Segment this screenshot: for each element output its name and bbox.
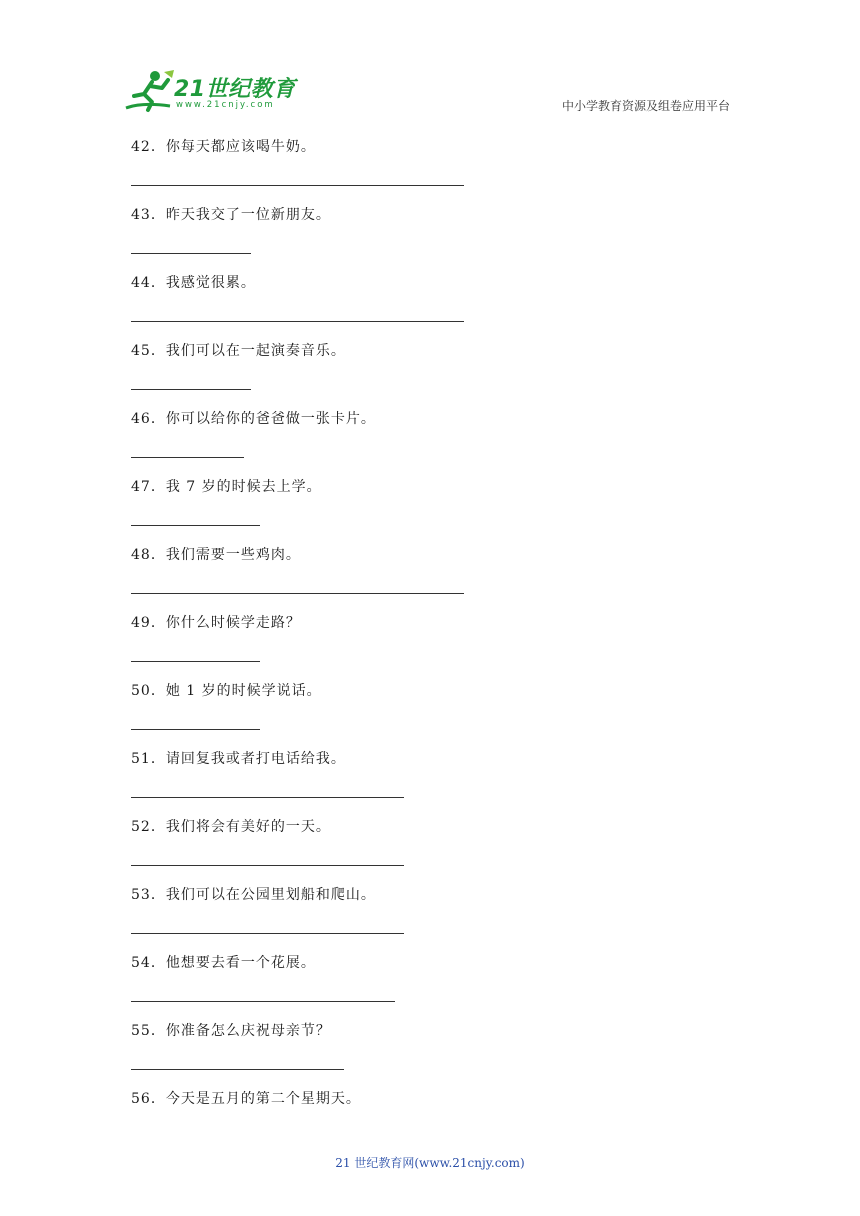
question-item xyxy=(131,750,731,818)
question-item xyxy=(131,614,731,682)
question-text: 44．我感觉很累。 xyxy=(131,275,256,291)
question-text: 46．你可以给你的爸爸做一张卡片。 xyxy=(131,411,376,427)
answer-line[interactable] xyxy=(131,729,260,730)
question-text: 42．你每天都应该喝牛奶。 xyxy=(131,139,316,155)
answer-line[interactable] xyxy=(131,797,404,798)
question-text: 50．她 1 岁的时候学说话。 xyxy=(131,683,322,699)
page-header xyxy=(0,0,860,130)
header-tagline: 中小学教育资源及组卷应用平台 xyxy=(561,99,730,113)
answer-line[interactable] xyxy=(131,525,260,526)
question-text: 49．你什么时候学走路？ xyxy=(131,615,301,631)
answer-line[interactable] xyxy=(131,1069,344,1070)
question-item xyxy=(131,342,731,410)
answer-line[interactable] xyxy=(131,933,404,934)
logo-text: 21世纪教育 xyxy=(174,77,296,102)
question-item xyxy=(131,274,731,342)
answer-line[interactable] xyxy=(131,865,404,866)
answer-line[interactable] xyxy=(131,1001,395,1002)
answer-line[interactable] xyxy=(131,593,464,594)
answer-line[interactable] xyxy=(131,661,260,662)
question-text: 56．今天是五月的第二个星期天。 xyxy=(131,1091,361,1107)
question-item xyxy=(131,478,731,546)
question-text: 48．我们需要一些鸡肉。 xyxy=(131,547,301,563)
question-list xyxy=(131,138,731,1158)
question-text: 53．我们可以在公园里划船和爬山。 xyxy=(131,887,376,903)
question-text: 51．请回复我或者打电话给我。 xyxy=(131,751,346,767)
question-item xyxy=(131,1090,731,1158)
question-item xyxy=(131,546,731,614)
question-item xyxy=(131,410,731,478)
question-item xyxy=(131,138,731,206)
question-item xyxy=(131,818,731,886)
answer-line[interactable] xyxy=(131,389,251,390)
answer-line[interactable] xyxy=(131,321,464,322)
question-item xyxy=(131,682,731,750)
footer-text: 21 世纪教育网(www.21cnjy.com) xyxy=(335,1156,525,1170)
runner-icon xyxy=(122,68,176,114)
question-item xyxy=(131,1022,731,1090)
question-text: 47．我 7 岁的时候去上学。 xyxy=(131,479,322,495)
answer-line[interactable] xyxy=(131,253,251,254)
logo-url: www.21cnjy.com xyxy=(176,100,275,110)
answer-line[interactable] xyxy=(131,185,464,186)
question-text: 54．他想要去看一个花展。 xyxy=(131,955,316,971)
question-item xyxy=(131,206,731,274)
question-text: 55．你准备怎么庆祝母亲节？ xyxy=(131,1023,331,1039)
question-text: 52．我们将会有美好的一天。 xyxy=(131,819,331,835)
answer-line[interactable] xyxy=(131,457,244,458)
question-item xyxy=(131,886,731,954)
question-text: 45．我们可以在一起演奏音乐。 xyxy=(131,343,346,359)
logo xyxy=(122,68,296,116)
question-item xyxy=(131,954,731,1022)
question-text: 43．昨天我交了一位新朋友。 xyxy=(131,207,331,223)
